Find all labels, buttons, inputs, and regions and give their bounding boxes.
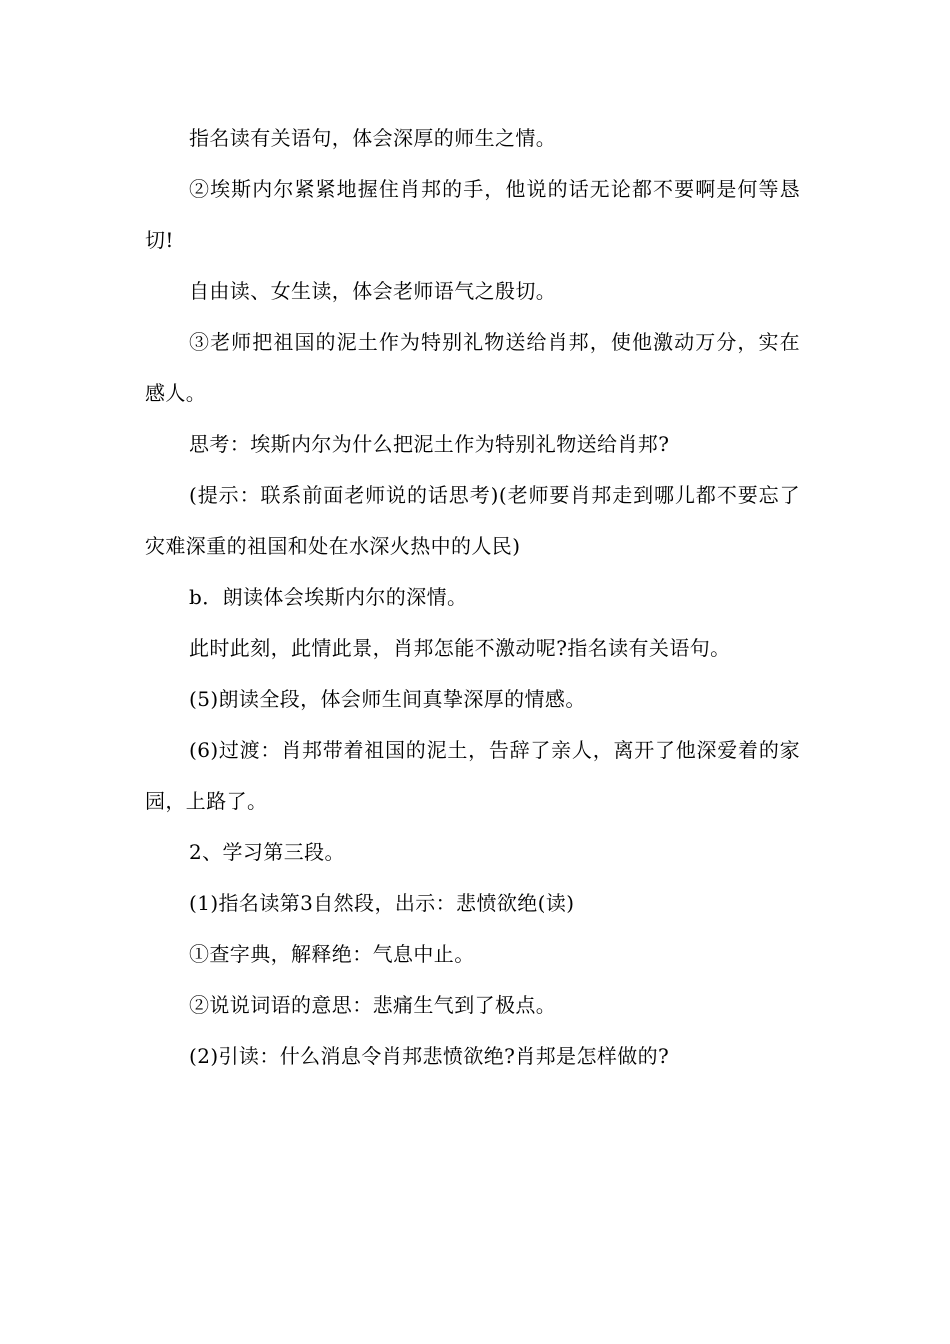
paragraph: 2、学习第三段。 <box>189 840 345 864</box>
paragraph: ②说说词语的意思：悲痛生气到了极点。 <box>189 993 557 1017</box>
paragraph: (6)过渡：肖邦带着祖国的泥土，告辞了亲人，离开了他深爱着的家园，上路了。 <box>145 738 800 813</box>
paragraph: ②埃斯内尔紧紧地握住肖邦的手，他说的话无论都不要啊是何等恳切! <box>145 177 800 252</box>
paragraph: ①查字典，解释绝：气息中止。 <box>189 942 475 966</box>
paragraph: (提示：联系前面老师说的话思考)(老师要肖邦走到哪儿都不要忘了灾难深重的祖国和处在水深火热中的人民) <box>145 483 800 558</box>
paragraph: (1)指名读第3自然段，出示：悲愤欲绝(读) <box>189 891 575 915</box>
paragraph: (5)朗读全段，体会师生间真挚深厚的情感。 <box>189 687 586 711</box>
paragraph: b．朗读体会埃斯内尔的深情。 <box>189 585 468 609</box>
paragraph: 此时此刻，此情此景，肖邦怎能不激动呢?指名读有关语句。 <box>189 636 731 660</box>
paragraph: 自由读、女生读，体会老师语气之殷切。 <box>189 279 557 303</box>
paragraph: 思考：埃斯内尔为什么把泥土作为特别礼物送给肖邦? <box>189 432 670 456</box>
paragraph: (2)引读：什么消息令肖邦悲愤欲绝?肖邦是怎样做的? <box>189 1044 670 1068</box>
document-body <box>145 113 800 1082</box>
paragraph: 指名读有关语句，体会深厚的师生之情。 <box>189 126 557 150</box>
paragraph: ③老师把祖国的泥土作为特别礼物送给肖邦，使他激动万分，实在感人。 <box>145 330 800 405</box>
